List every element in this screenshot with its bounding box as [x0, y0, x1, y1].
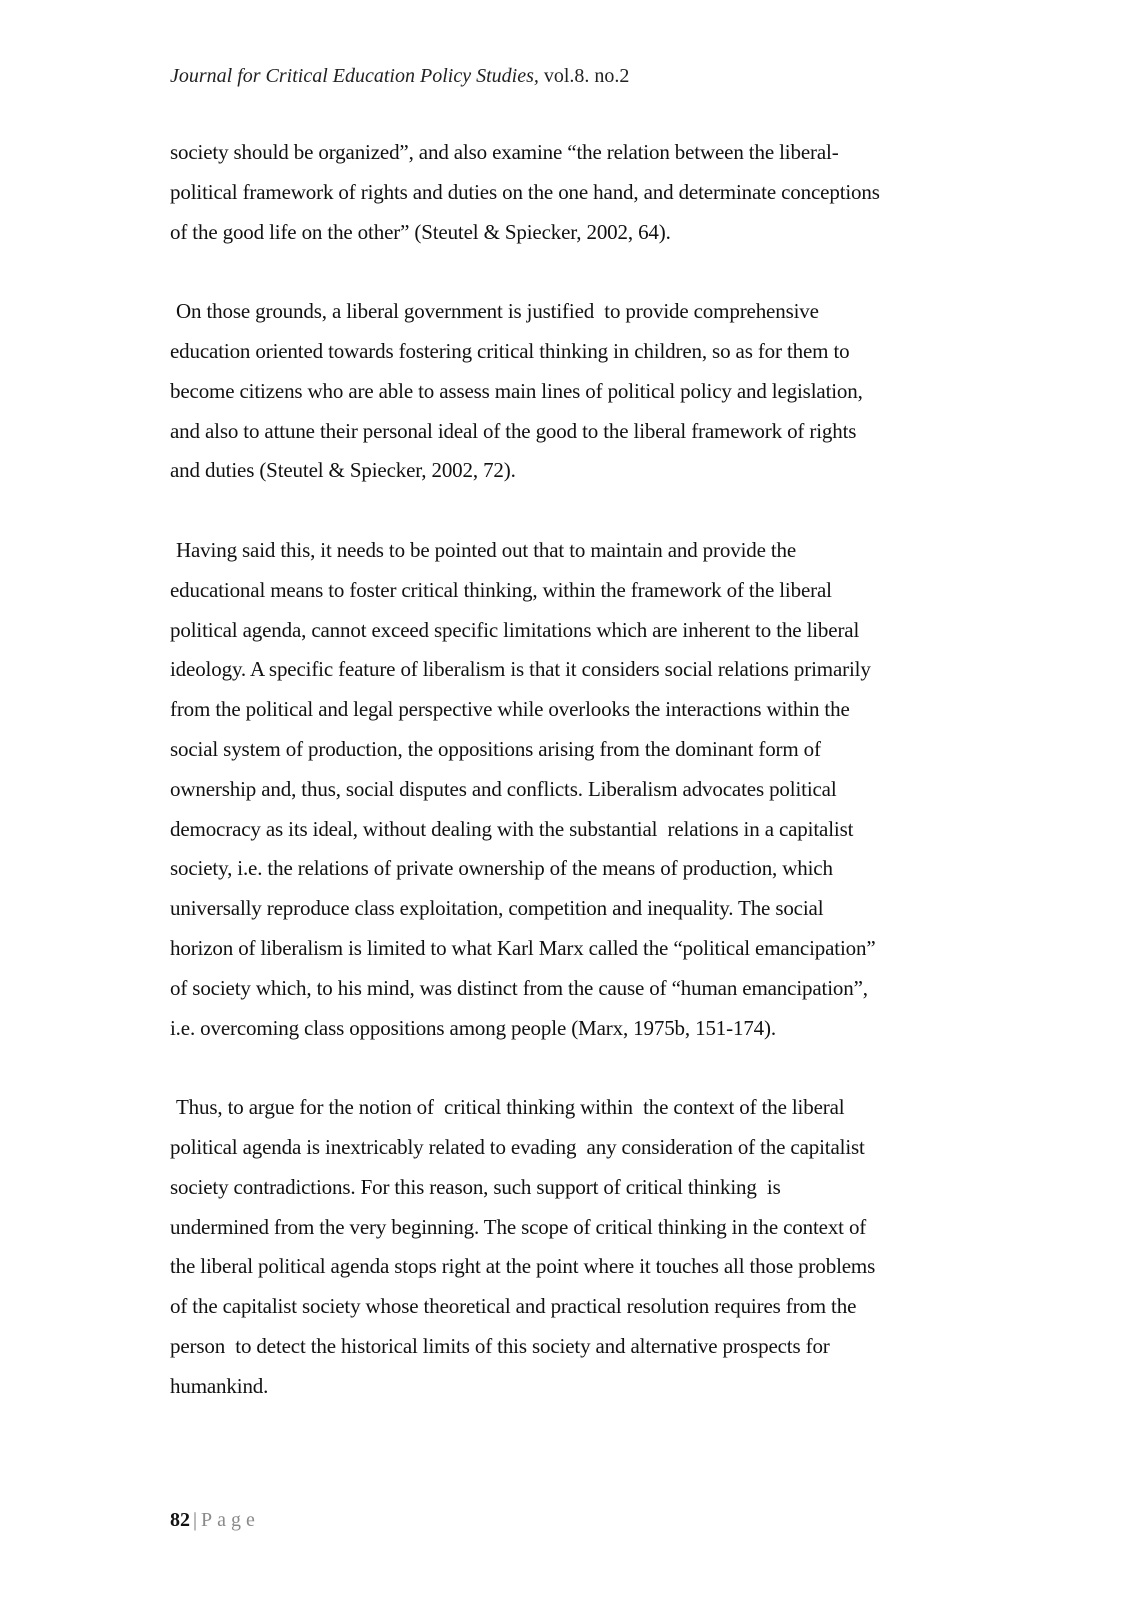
text-line: i.e. overcoming class oppositions among people (Marx, 1975b, 151-174). [170, 1015, 776, 1040]
text-line: society, i.e. the relations of private ownership of the means of production, which [170, 856, 833, 881]
text-line: humankind. [170, 1373, 269, 1398]
text-line: become citizens who are able to assess main lines of political policy and legislation, [170, 378, 863, 403]
text-line: of the good life on the other” (Steutel & Spiecker, 2002, 64). [170, 219, 671, 244]
text-line: ideology. A specific feature of liberalism is that it considers social relations primarily [170, 657, 871, 682]
paragraph-2 [170, 292, 970, 491]
text-line: and also to attune their personal ideal of the good to the liberal framework of rights [170, 418, 857, 443]
text-line: society contradictions. For this reason, such support of critical thinking is [170, 1174, 781, 1199]
text-line: horizon of liberalism is limited to what Karl Marx called the “political emancipation” [170, 935, 876, 960]
page-label: Page [201, 1509, 260, 1531]
text-line: undermined from the very beginning. The scope of critical thinking in the context of [170, 1214, 867, 1239]
text-line: education oriented towards fostering critical thinking in children, so as for them to [170, 338, 850, 363]
text-line: of the capitalist society whose theoretical and practical resolution requires from the [170, 1294, 857, 1319]
text-line: from the political and legal perspective while overlooks the interactions within the [170, 697, 850, 722]
text-line: ownership and, thus, social disputes and conflicts. Liberalism advocates political [170, 776, 837, 801]
text-line: and duties (Steutel & Spiecker, 2002, 72). [170, 458, 516, 483]
text-line: the liberal political agenda stops right at the point where it touches all those problems [170, 1254, 876, 1279]
text-line: On those grounds, a liberal government is justified to provide comprehensive [176, 299, 819, 324]
text-line: of society which, to his mind, was distinct from the cause of “human emancipation”, [170, 975, 868, 1000]
text-line: social system of production, the oppositions arising from the dominant form of [170, 736, 821, 761]
text-line: person to detect the historical limits of this society and alternative prospects for [170, 1333, 830, 1358]
page-number: 82 [170, 1509, 190, 1531]
text-line: society should be organized”, and also examine “the relation between the liberal- [170, 140, 839, 164]
paragraph-1 [170, 133, 970, 252]
text-line: political agenda, cannot exceed specific limitations which are inherent to the liberal [170, 617, 860, 642]
text-line: Thus, to argue for the notion of critical thinking within the context of the liberal [176, 1095, 845, 1120]
paragraph-3 [170, 531, 970, 1048]
text-line: Having said this, it needs to be pointed out that to maintain and provide the [176, 537, 797, 562]
text-line: political framework of rights and duties on the one hand, and determinate conceptions [170, 179, 880, 204]
footer-separator: | [193, 1509, 198, 1531]
journal-title: Journal for Critical Education Policy Studies, [170, 65, 539, 87]
text-line: political agenda is inextricably related to evading any consideration of the capitalist [170, 1134, 865, 1159]
text-line: universally reproduce class exploitation, competition and inequality. The social [170, 896, 824, 921]
running-header [170, 64, 629, 88]
body-text [170, 133, 970, 1446]
text-line: democracy as its ideal, without dealing with the substantial relations in a capitalist [170, 816, 854, 841]
journal-issue: vol.8. no.2 [538, 65, 630, 87]
paragraph-4 [170, 1088, 970, 1406]
text-line: educational means to foster critical thinking, within the framework of the liberal [170, 577, 832, 602]
page-footer [170, 1508, 260, 1532]
